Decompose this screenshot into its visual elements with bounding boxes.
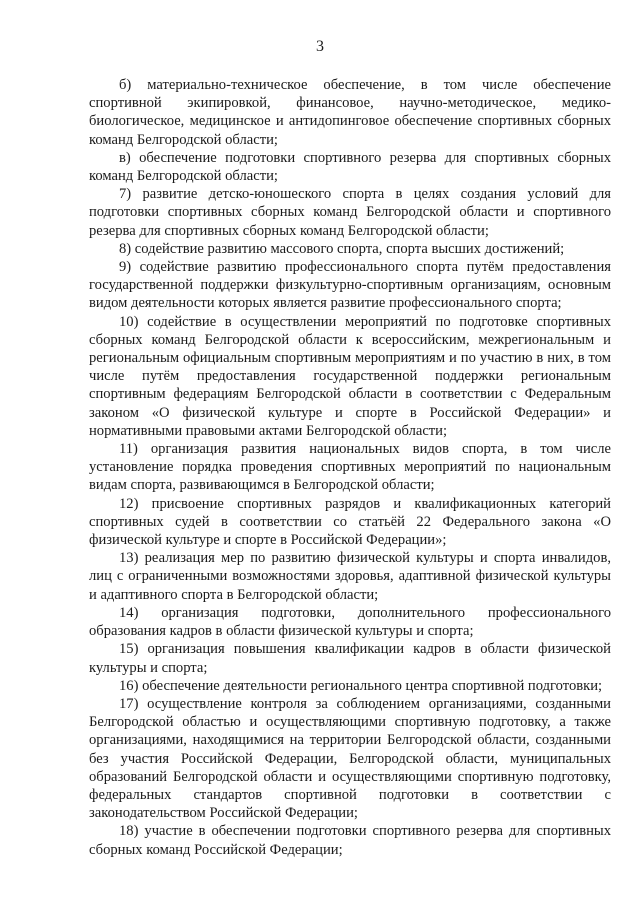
paragraph-12-sport-ranks: 12) присвоение спортивных разрядов и квалификационных категорий спортивных судей в соответствии со статьёй 22 Федерального закона «О физической культуре и спорте в Российской Федерации»; xyxy=(89,495,611,549)
page-number: 3 xyxy=(316,38,324,55)
paragraph-13-adaptive-sport: 13) реализация мер по развитию физической культуры и спорта инвалидов, лиц с ограниченными возможностями здоровья, адаптивной физической культуры и адаптивного спорта в Белгородской области; xyxy=(89,550,611,603)
paragraph-18-national-reserve: 18) участие в обеспечении подготовки спортивного резерва для спортивных сборных команд Российской Федерации; xyxy=(89,823,611,858)
paragraph-b-material-support: б) материально-техническое обеспечение, в том числе обеспечение спортивной экипировкой, финансовое, научно-методическое, медико-биологическое, медицинское и антидопинговое обеспечение спортивных сборных команд Белгородской области; xyxy=(89,77,611,148)
paragraph-15-qualification: 15) организация повышения квалификации кадров в области физической культуры и спорта; xyxy=(89,641,611,676)
paragraph-9-professional-sport: 9) содействие развитию профессионального спорта путём предоставления государственной поддержки физкультурно-спортивным организациям, основным видом деятельности которых является развитие профессионального спорта; xyxy=(89,259,611,312)
paragraph-17-compliance-control: 17) осуществление контроля за соблюдением организациями, созданными Белгородской областью и осуществляющими спортивную подготовку, а также организациями, находящимися на территории Белгородской области, созданными без участия Российской Федерации, Белгородской области, муниципальных образований Белгородской области и осуществляющими спортивную подготовку, федеральных стандартов спортивной подготовки в соответствии с законодательством Российской Федерации; xyxy=(89,695,611,822)
paragraph-7-youth-sport: 7) развитие детско-юношеского спорта в целях создания условий для подготовки спортивных сборных команд Белгородской области и спортивного резерва для спортивных сборных команд Белгородской области; xyxy=(89,186,611,239)
paragraph-14-staff-training: 14) организация подготовки, дополнительного профессионального образования кадров в области физической культуры и спорта; xyxy=(89,604,611,640)
paragraph-16-training-center: 16) обеспечение деятельности регионального центра спортивной подготовки; xyxy=(119,677,603,694)
paragraph-8-mass-sport: 8) содействие развитию массового спорта, спорта высших достижений; xyxy=(119,240,565,257)
document-body xyxy=(89,76,611,859)
paragraph-v-reserve-training: в) обеспечение подготовки спортивного резерва для спортивных сборных команд Белгородской области; xyxy=(89,149,611,185)
paragraph-10-team-preparation: 10) содействие в осуществлении мероприятий по подготовке спортивных сборных команд Белгородской области к всероссийским, межрегиональным и региональным официальным спортивным мероприятиям и по участию в них, в том числе путём предоставления государственной поддержки региональным спортивным федерациям Белгородской области в соответствии с Федеральным законом «О физической культуре и спорте в Российской Федерации» и нормативными правовыми актами Белгородской области; xyxy=(89,313,611,439)
paragraph-11-national-sports: 11) организация развития национальных видов спорта, в том числе установление порядка проведения спортивных мероприятий по национальным видам спорта, развивающимся в Белгородской области; xyxy=(89,441,611,494)
